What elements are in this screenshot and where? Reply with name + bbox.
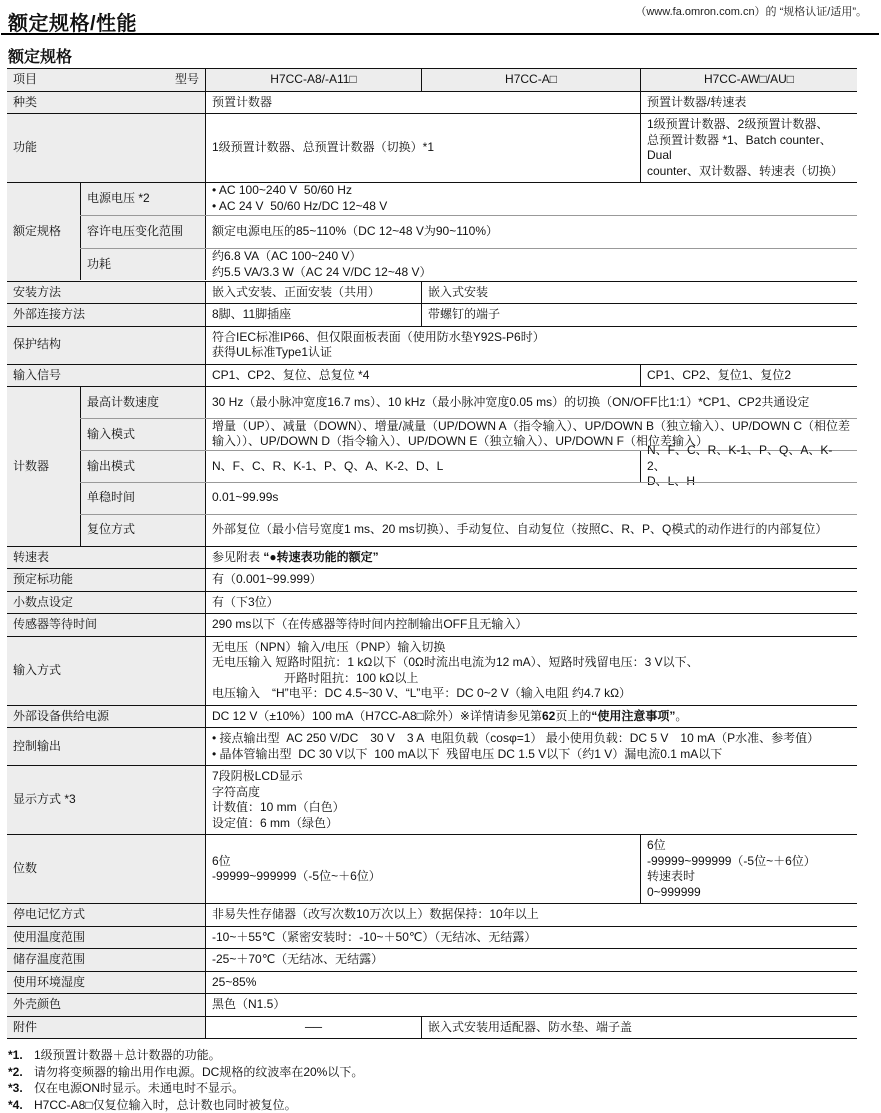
row-label [7,728,205,765]
cell-text-segment: “使用注意事项” [591,709,675,723]
spec-row [7,326,857,364]
cell-text-line: 字符高度 [212,785,851,801]
title-rule [1,33,879,35]
cell-text-line: N、F、C、R、K-1、P、Q、A、K-2、 [647,443,851,474]
cell-text-line: 0.01~99.99s [212,490,851,506]
value-cell [205,706,857,728]
value-cell [205,114,640,182]
cell-text-line: 带螺钉的端子 [428,307,851,323]
row-label [7,835,205,903]
cell-text-line: 安装方法 [13,285,199,301]
value-cell [205,304,421,326]
spec-subrow [80,248,857,281]
cell-text-line: 附件 [13,1020,199,1036]
table-header-row [7,68,857,91]
cell-text-line: 1级预置计数器、2级预置计数器、 [647,117,851,133]
spec-subrow [80,387,857,418]
spec-row [7,926,857,949]
row-label [7,637,205,705]
cell-text-line: 转速表时 [647,869,851,885]
section-title: 额定规格 [8,44,72,67]
row-label [7,927,205,949]
footnote-text: 请勿将变频器的输出用作电源。DC规格的纹波率在20%以下。 [34,1064,363,1081]
spec-row [7,364,857,387]
value-cell [205,614,857,636]
row-label [7,706,205,728]
group-label [7,387,80,546]
value-cell [205,766,857,834]
subrow-label [80,419,205,450]
cell-text-segment: 。 [675,709,687,723]
cell-text-line: 计数器 [13,459,74,475]
cell-text-line: 7段阴极LCD显示 [212,769,851,785]
cell-text-line: 使用环境湿度 [13,975,199,991]
spec-row [7,948,857,971]
cell-text-line: 保护结构 [13,337,199,353]
footnote-text: 仅在电源ON时显示。未通电时不显示。 [34,1080,244,1097]
cell-text-line: -10~＋55℃（紧密安装时：-10~＋50℃）（无结冰、无结露） [212,930,851,946]
spec-row [7,903,857,926]
group-body [80,387,857,546]
cell-text-line: 控制输出 [13,739,199,755]
row-label [7,365,205,387]
row-label [7,592,205,614]
cell-text-segment: “●转速表功能的额定” [263,550,378,564]
cell-text-line: 单稳时间 [87,490,199,506]
cell-text-line: 黑色（N1.5） [212,997,851,1013]
cell-text-line: 预置计数器 [212,95,634,111]
spec-subrow [80,514,857,546]
cell-text-line: 有（下3位） [212,595,851,611]
spec-subrow [80,183,857,215]
spec-row [7,1016,857,1039]
value-cell [205,972,857,994]
value-cell [421,282,857,304]
value-cell [421,1017,857,1039]
cell-text-line: 嵌入式安装用适配器、防水垫、端子盖 [428,1020,851,1036]
cell-text-line: 外部设备供给电源 [13,709,199,725]
header-model-name: H7CC-A8/-A11□ [270,72,356,88]
cell-text-line: 外部连接方法 [13,307,199,323]
value-cell [640,451,857,482]
value-cell [205,637,857,705]
website-reference-note: （www.fa.omron.com.cn）的 “规格认证/适用”。 [635,3,867,19]
header-model-name: H7CC-AW□/AU□ [704,72,794,88]
cell-text-line: 电压输入 “H”电平：DC 4.5~30 V、“L”电平：DC 0~2 V（输入电阻 约4.7 kΩ） [212,686,851,702]
row-label [7,304,205,326]
footnotes [8,1047,881,1113]
row-label [7,949,205,971]
cell-text-segment: 62 [542,709,555,723]
spec-subrow [80,215,857,248]
cell-text-line: 小数点设定 [13,595,199,611]
cell-text-line [212,550,851,566]
cell-text-line: 计数值：10 mm（白色） [212,800,851,816]
value-cell [205,547,857,569]
cell-text-segment: DC 12 V（±10%）100 mA（H7CC-A8□除外）※详情请参见第 [212,709,542,723]
value-cell [205,592,857,614]
header-item-label: 项目 [13,72,37,88]
row-label [7,766,205,834]
cell-text-line: • 晶体管输出型 DC 30 V以下 100 mA以下 残留电压 DC 1.5 V以下（约1 V）漏电流0.1 mA以下 [212,747,851,763]
row-label [7,282,205,304]
footnote-line [8,1047,881,1064]
value-cell [205,483,857,514]
spec-row [7,281,857,304]
cell-text-line: 容许电压变化范围 [87,224,199,240]
cell-text-line: 非易失性存储器（改写次数10万次以上）数据保持：10年以上 [212,907,851,923]
value-cell [205,515,857,546]
cell-text-line: 电源电压 *2 [87,191,199,207]
cell-text-line: 位数 [13,861,199,877]
cell-text-line: 设定值：6 mm（绿色） [212,816,851,832]
row-label [7,327,205,364]
cell-text-line: 增量（UP）、减量（DOWN）、增量/减量（UP/DOWN A（指令输入）、UP/DOWN B（独立输入）、UP/DOWN C（相位差输入））、UP/DOWN D（指令输入）、UP/DOWN E（独立输入）、UP/DOWN F（相位差输入） [212,419,851,450]
cell-text-line: 1级预置计数器、总预置计数器（切换）*1 [212,140,634,156]
header-model-name: H7CC-A□ [505,72,557,88]
cell-text-line: 开路时阻抗：100 kΩ以上 [212,671,851,687]
group-body [80,183,857,281]
cell-text-line: 输入模式 [87,427,199,443]
value-cell [205,904,857,926]
value-cell [205,728,857,765]
cell-text-line: 嵌入式安装 [428,285,851,301]
cell-text-line: 功能 [13,140,199,156]
cell-text-line: CP1、CP2、复位1、复位2 [647,368,851,384]
spec-row [7,113,857,182]
value-cell [205,249,857,281]
row-label [7,1017,205,1039]
value-cell [640,365,857,387]
cell-text-line: 使用温度范围 [13,930,199,946]
spec-row [7,765,857,834]
cell-text-line: 6位 [212,854,634,870]
cell-text-line: 符合IEC标准IP66、但仅限面板表面（使用防水垫Y92S-P6时） [212,330,851,346]
spec-row [7,568,857,591]
subrow-label [80,451,205,482]
value-cell [205,927,857,949]
spec-row [7,91,857,114]
cell-text-line: 外壳颜色 [13,997,199,1013]
cell-text-line: 25~85% [212,975,851,991]
cell-text-line: 30 Hz（最小脉冲宽度16.7 ms）、10 kHz（最小脉冲宽度0.05 ms）的切换（ON/OFF比1:1）*CP1、CP2共通设定 [212,395,851,411]
header-model-col-1 [421,69,640,91]
row-label [7,972,205,994]
cell-text-line: 输入方式 [13,663,199,679]
spec-row [7,613,857,636]
value-cell [205,216,857,248]
footnote-line [8,1064,881,1081]
cell-text-line: 显示方式 *3 [13,792,199,808]
cell-text-line: 无电压输入 短路时阻抗：1 kΩ以下（0Ω时流出电流为12 mA）、短路时残留电压：3 V以下、 [212,655,851,671]
group-label [7,183,80,281]
spec-table [7,68,857,1039]
cell-text-line: 传感器等待时间 [13,617,199,633]
cell-text-line: 6位 [647,838,851,854]
footnote-line [8,1080,881,1097]
cell-text-line: 预置计数器/转速表 [647,95,851,111]
spec-row [7,303,857,326]
header-item-model-cell [7,69,205,91]
row-label [7,569,205,591]
cell-text-line: 储存温度范围 [13,952,199,968]
subrow-label [80,483,205,514]
subrow-label [80,183,205,215]
value-cell [205,282,421,304]
spec-row [7,182,857,281]
value-cell [421,304,857,326]
cell-text-line: 停电记忆方式 [13,907,199,923]
subrow-label [80,387,205,418]
cell-text-line: 种类 [13,95,199,111]
page-masthead [0,0,881,68]
spec-subrow [80,450,857,482]
cell-text-line: 290 ms以下（在传感器等待时间内控制输出OFF且无输入） [212,617,851,633]
header-model-label: 型号 [175,72,199,88]
value-cell [205,569,857,591]
spec-row [7,386,857,546]
row-label [7,92,205,114]
value-cell [205,1017,421,1039]
footnote-marker: *1. [8,1047,34,1064]
spec-row [7,993,857,1016]
subrow-label [80,216,205,248]
spec-row [7,727,857,765]
value-cell [205,92,640,114]
footnote-line [8,1097,881,1113]
cell-text-line: 约5.5 VA/3.3 W（AC 24 V/DC 12~48 V） [212,265,851,281]
cell-text-line: 约6.8 VA（AC 100~240 V） [212,249,851,265]
footnote-marker: *4. [8,1097,34,1113]
footnote-marker: *2. [8,1064,34,1081]
cell-text-line: • 接点输出型 AC 250 V/DC 30 V 3 A 电阻负载（cosφ=1） 最小使用负载：DC 5 V 10 mA（P水准、参考值） [212,731,851,747]
row-label [7,904,205,926]
cell-text-line: • AC 100~240 V 50/60 Hz [212,183,851,199]
spec-row [7,705,857,728]
row-label [7,994,205,1016]
footnote-marker: *3. [8,1080,34,1097]
cell-text-line: N、F、C、R、K-1、P、Q、A、K-2、D、L [212,459,634,475]
value-cell [205,387,857,418]
cell-text-line: 转速表 [13,550,199,566]
cell-text-line: 预定标功能 [13,572,199,588]
footnote-text: H7CC-A8□仅复位输入时，总计数也同时被复位。 [34,1097,297,1113]
value-cell [205,365,640,387]
cell-text-line: 0~999999 [647,885,851,901]
header-model-col-2 [640,69,857,91]
cell-text-line: -99999~999999（-5位~＋6位） [647,854,851,870]
value-cell [205,327,857,364]
cell-text-line: -99999~999999（-5位~＋6位） [212,869,634,885]
cell-text-line: -25~＋70℃（无结冰、无结露） [212,952,851,968]
cell-text-line: 输入信号 [13,368,199,384]
cell-text-line [212,709,851,725]
value-cell [205,949,857,971]
cell-text-line: 获得UL标准Type1认证 [212,345,851,361]
value-cell [205,451,640,482]
value-cell [205,183,857,215]
spec-row [7,834,857,903]
cell-text-line: 功耗 [87,257,199,273]
cell-text-line: 复位方式 [87,522,199,538]
cell-text-line: ── [305,1020,322,1036]
cell-text-line: 额定电源电压的85~110%（DC 12~48 V为90~110%） [212,224,851,240]
cell-text-line: 嵌入式安装、正面安装（共用） [212,285,415,301]
cell-text-line: 额定规格 [13,224,74,240]
spec-row [7,591,857,614]
cell-text-line: 无电压（NPN）输入/电压（PNP）输入切换 [212,640,851,656]
row-label [7,614,205,636]
cell-text-line: 总预置计数器 *1、Batch counter、Dual [647,133,851,164]
cell-text-line: 最高计数速度 [87,395,199,411]
spec-subrow [80,482,857,514]
row-label [7,547,205,569]
cell-text-line: • AC 24 V 50/60 Hz/DC 12~48 V [212,199,851,215]
cell-text-line: 输出模式 [87,459,199,475]
value-cell [205,994,857,1016]
cell-text-line: 8脚、11脚插座 [212,307,415,323]
value-cell [205,835,640,903]
spec-row [7,546,857,569]
cell-text-line: counter、双计数器、转速表（切换） [647,164,851,180]
cell-text-line: D、L、H [647,474,851,490]
header-model-col-0 [205,69,421,91]
spec-row [7,971,857,994]
cell-text-line: CP1、CP2、复位、总复位 *4 [212,368,634,384]
page-title: 额定规格/性能 [8,7,137,36]
cell-text-line: 外部复位（最小信号宽度1 ms、20 ms切换）、手动复位、自动复位（按照C、R、P、Q模式的动作进行的内部复位） [212,522,851,538]
cell-text-segment: 页上的 [555,709,591,723]
spec-row [7,636,857,705]
cell-text-segment: 参见附表 [212,550,263,564]
cell-text-line: 有（0.001~99.999） [212,572,851,588]
subrow-label [80,249,205,281]
subrow-label [80,515,205,546]
row-label [7,114,205,182]
footnote-text: 1级预置计数器＋总计数器的功能。 [34,1047,221,1064]
value-cell [640,114,857,182]
value-cell [640,92,857,114]
value-cell [640,835,857,903]
